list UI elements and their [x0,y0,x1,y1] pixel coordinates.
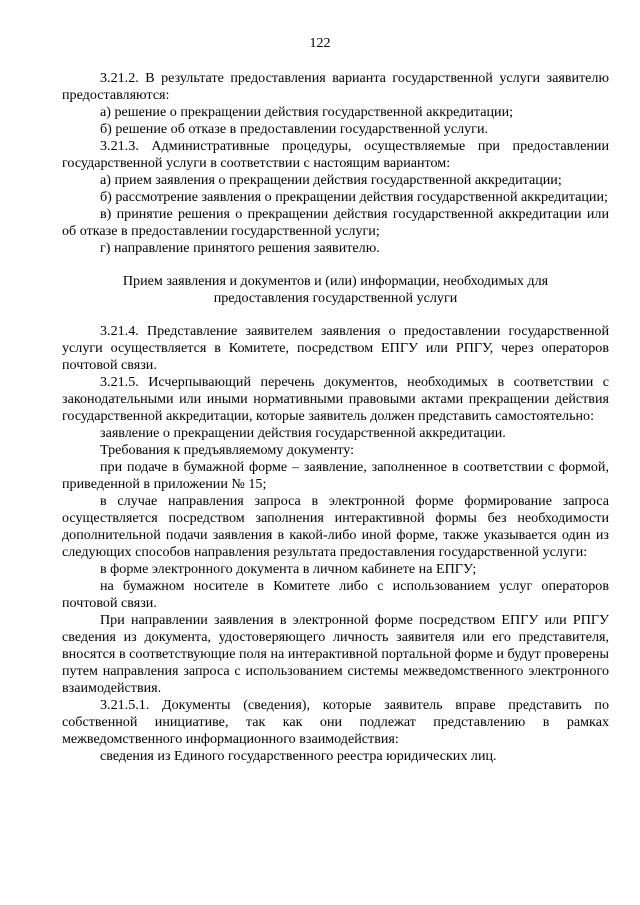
list-item-a-reception: а) прием заявления о прекращении действия государственной аккредитации; [100,172,562,188]
list-item-g-sending: г) направление принятого решения заявителю. [100,240,380,256]
requirements-heading: Требования к предъявляемому документу: [100,442,354,458]
list-item-a-decision: а) решение о прекращении действия государственной аккредитации; [100,104,514,120]
document-body [62,70,609,765]
paragraph-3-21-5-1: 3.21.5.1. Документы (сведения), которые заявитель вправе представить по собственной инициативе, так как они подлежат представлению в рамках межведомственного информационного взаимодействия: [62,697,609,747]
paper-form-requirement: при подаче в бумажной форме – заявление, заполненное в соответствии с формой, приведенной в приложении № 15; [62,459,609,492]
delivery-method-epgu: в форме электронного документа в личном кабинете на ЕПГУ; [100,561,477,577]
document-item-application: заявление о прекращении действия государственной аккредитации. [100,425,506,441]
list-item-b-refusal: б) решение об отказе в предоставлении государственной услуги. [100,121,489,137]
page-number: 122 [309,36,331,51]
electronic-form-requirement: в случае направления запроса в электронной форме формирование запроса осуществляется посредством заполнения интерактивной формы без необходимости дополнительной подачи заявления в какой-либо иной форме, также указывается один из следующих способов направления результата предоставления государственной услуги: [62,493,609,560]
paragraph-3-21-4: 3.21.4. Представление заявителем заявления о предоставлении государственной услуги осуществляется в Комитете, посредством ЕПГУ или РПГУ, через операторов почтовой связи. [62,323,609,373]
section-heading: Прием заявления и документов и (или) информации, необходимых для предоставления государственной услуги [122,273,549,306]
electronic-submission-paragraph: При направлении заявления в электронной форме посредством ЕПГУ или РПГУ сведения из документа, удостоверяющего личность заявителя или его представителя, вносятся в соответствующие поля на интерактивной портальной форме и будут проверены путем направления запроса с использованием системы межведомственного электронного взаимодействия. [62,612,609,696]
paragraph-3-21-2: 3.21.2. В результате предоставления варианта государственной услуги заявителю предоставляются: [62,70,609,103]
delivery-method-paper: на бумажном носителе в Комитете либо с использованием услуг операторов почтовой связи. [62,578,609,611]
list-item-b-review: б) рассмотрение заявления о прекращении действия государственной аккредитации; [100,189,608,205]
paragraph-3-21-5: 3.21.5. Исчерпывающий перечень документов, необходимых в соответствии с законодательными или иными нормативными правовыми актами прекращении действия государственной аккредитации, которые заявитель должен представить самостоятельно: [62,374,609,424]
egrul-item: сведения из Единого государственного реестра юридических лиц. [100,748,497,764]
list-item-v-decision: в) принятие решения о прекращении действия государственной аккредитации или об отказе в предоставлении государственной услуги; [62,206,609,239]
paragraph-3-21-3: 3.21.3. Административные процедуры, осуществляемые при предоставлении государственной услуги в соответствии с настоящим вариантом: [62,138,609,171]
